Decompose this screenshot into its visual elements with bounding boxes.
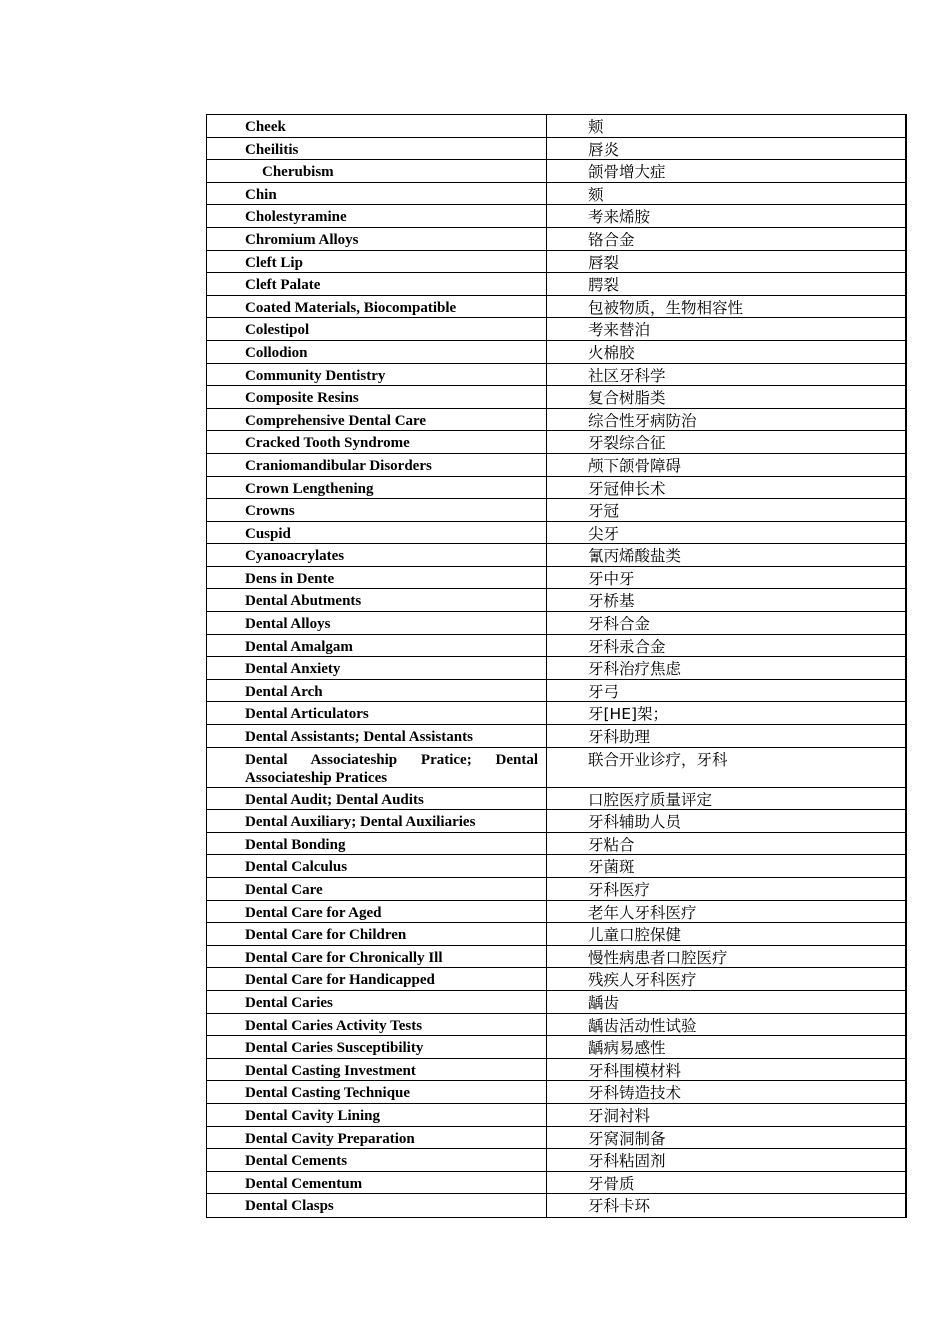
table-row [207,454,905,477]
term-chinese: 复合树脂类 [588,389,666,408]
table-row [207,946,905,969]
term-english: Cherubism [207,160,547,182]
term-english: Dental Anxiety [207,657,547,679]
term-english: Dental Articulators [207,702,547,724]
term-chinese: 牙冠 [588,502,620,521]
term-chinese: 牙科治疗焦虑 [588,660,682,679]
term-chinese: 包被物质，生物相容性 [588,298,744,317]
term-english: Dental Audit; Dental Audits [207,788,547,810]
term-chinese: 牙弓 [588,682,620,701]
term-english: Dental Casting Investment [207,1059,547,1081]
table-row [207,1194,905,1217]
term-chinese: 腭裂 [588,276,620,295]
table-row [207,702,905,725]
term-english: Dental Caries Activity Tests [207,1014,547,1036]
table-row [207,1081,905,1104]
term-english: Chin [207,183,547,205]
table-row [207,968,905,991]
table-row [207,499,905,522]
term-chinese: 颅下颌骨障碍 [588,456,682,475]
table-row [207,855,905,878]
term-chinese: 牙科助理 [588,728,651,747]
table-row [207,725,905,748]
table-row [207,228,905,251]
term-chinese: 牙科合金 [588,615,651,634]
table-row [207,612,905,635]
term-english: Dental Care for Handicapped [207,968,547,990]
term-chinese: 牙科辅助人员 [588,813,682,832]
term-english: Dental Amalgam [207,635,547,657]
term-chinese: 残疾人牙科医疗 [588,971,697,990]
term-english: Dental Associateship Pratice; Dental Associateship Pratices [207,748,547,787]
term-english: Dens in Dente [207,567,547,589]
term-chinese: 牙裂综合征 [588,434,666,453]
table-row [207,589,905,612]
table-row [207,635,905,658]
term-chinese: 尖牙 [588,524,620,543]
term-chinese: 颊 [588,118,604,136]
term-chinese: 联合开业诊疗，牙科 [588,750,728,769]
table-row [207,1014,905,1037]
term-english: Dental Clasps [207,1194,547,1217]
table-row [207,183,905,206]
term-chinese: 口腔医疗质量评定 [588,790,713,809]
table-row [207,364,905,387]
term-english: Dental Cavity Lining [207,1104,547,1126]
table-row [207,409,905,432]
table-row [207,1059,905,1082]
term-chinese: 牙中牙 [588,569,635,588]
term-english: Cheilitis [207,138,547,160]
term-english: Dental Abutments [207,589,547,611]
term-english: Dental Caries Susceptibility [207,1036,547,1058]
table-row [207,923,905,946]
table-row [207,477,905,500]
table-row [207,1104,905,1127]
term-english: Cyanoacrylates [207,544,547,566]
term-chinese: 牙科粘固剂 [588,1152,666,1171]
term-english: Dental Bonding [207,833,547,855]
term-english: Comprehensive Dental Care [207,409,547,431]
term-chinese: 牙骨质 [588,1174,635,1193]
table-row [207,788,905,811]
term-english: Crowns [207,499,547,521]
term-chinese: 牙科医疗 [588,881,651,899]
term-chinese: 牙冠伸长术 [588,479,666,498]
term-chinese: 牙桥基 [588,592,635,611]
table-row [207,160,905,183]
term-chinese: 牙菌斑 [588,858,635,877]
table-row [207,115,905,138]
table-row [207,251,905,274]
table-row [207,901,905,924]
term-english: Dental Cementum [207,1172,547,1194]
table-row [207,567,905,590]
table-row [207,810,905,833]
table-row [207,878,905,901]
term-english: Dental Care for Aged [207,901,547,923]
term-english: Cleft Palate [207,273,547,295]
term-english: Colestipol [207,318,547,340]
term-english: Cleft Lip [207,251,547,273]
term-english: Dental Care for Chronically Ill [207,946,547,968]
term-chinese: 儿童口腔保健 [588,926,682,945]
term-chinese: 慢性病患者口腔医疗 [588,948,728,967]
term-english: Cracked Tooth Syndrome [207,431,547,453]
table-row [207,138,905,161]
table-row [207,748,905,788]
term-english: Dental Care [207,878,547,900]
term-chinese: 龋病易感性 [588,1039,666,1058]
table-row [207,991,905,1014]
term-chinese: 社区牙科学 [588,366,666,385]
term-chinese: 唇裂 [588,253,620,272]
term-english: Dental Assistants; Dental Assistants [207,725,547,747]
term-english: Chromium Alloys [207,228,547,250]
table-row [207,680,905,703]
table-row [207,1036,905,1059]
term-english: Crown Lengthening [207,477,547,499]
term-english: Craniomandibular Disorders [207,454,547,476]
term-english: Cheek [207,115,547,137]
table-row [207,386,905,409]
term-chinese: 牙科围模材料 [588,1061,682,1080]
term-english: Dental Care for Children [207,923,547,945]
term-chinese: 火棉胶 [588,343,635,362]
term-chinese: 牙粘合 [588,835,635,854]
term-chinese: 颌骨增大症 [588,163,666,182]
term-chinese: 龋齿活动性试验 [588,1016,697,1035]
term-chinese: 颏 [588,185,604,204]
term-chinese: 牙窝洞制备 [588,1129,666,1148]
table-row [207,1149,905,1172]
term-english: Collodion [207,341,547,363]
glossary-table [206,114,907,1218]
term-english: Dental Cements [207,1149,547,1171]
table-row [207,833,905,856]
term-english: Dental Arch [207,680,547,702]
table-row [207,341,905,364]
term-english: Coated Materials, Biocompatible [207,296,547,318]
table-row [207,1127,905,1150]
term-chinese: 考来替泊 [588,321,651,340]
table-row [207,657,905,680]
table-row [207,273,905,296]
term-english: Cholestyramine [207,205,547,227]
term-english: Cuspid [207,522,547,544]
term-chinese: 牙洞衬料 [588,1106,651,1125]
term-chinese: 龋齿 [588,993,620,1012]
table-row [207,205,905,228]
term-chinese: 综合性牙病防治 [588,411,697,430]
term-chinese: 考来烯胺 [588,208,651,227]
term-chinese: 氰丙烯酸盐类 [588,547,682,566]
term-chinese: 牙科铸造技术 [588,1084,682,1103]
term-chinese: 牙科卡环 [588,1197,651,1216]
term-english: Dental Auxiliary; Dental Auxiliaries [207,810,547,832]
table-row [207,1172,905,1195]
term-chinese: 铬合金 [588,230,635,249]
term-chinese: 牙科汞合金 [588,637,666,656]
table-row [207,522,905,545]
term-english: Dental Alloys [207,612,547,634]
term-chinese: 牙[HE]架； [588,705,669,724]
table-row [207,318,905,341]
term-english: Dental Caries [207,991,547,1013]
table-row [207,296,905,319]
term-chinese: 唇炎 [588,140,620,159]
term-english: Community Dentistry [207,364,547,386]
term-english: Dental Calculus [207,855,547,877]
term-english: Dental Casting Technique [207,1081,547,1103]
term-english: Composite Resins [207,386,547,408]
term-english: Dental Cavity Preparation [207,1127,547,1149]
table-row [207,431,905,454]
term-chinese: 老年人牙科医疗 [588,903,697,922]
table-row [207,544,905,567]
